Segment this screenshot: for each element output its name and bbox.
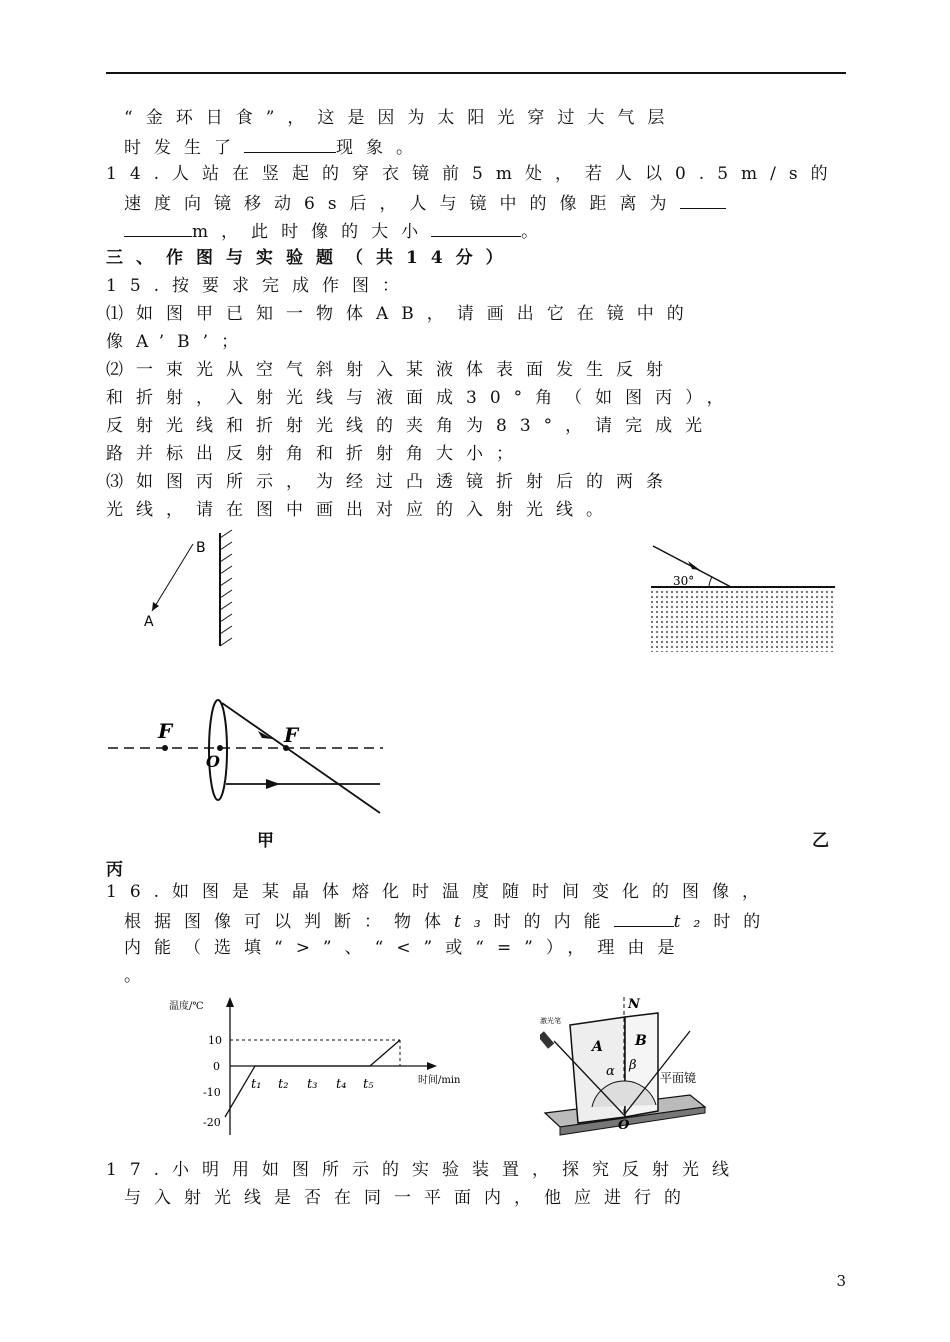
text-line: 光线，请在图中画出对应的入射光线。 <box>106 500 616 520</box>
question-14: 14.人站在竖起的穿衣镜前5m处，若人以0.5m/s的 <box>106 164 841 184</box>
section-heading: 三、作图与实验题（共14分） <box>106 248 516 268</box>
mirror-figure <box>130 528 250 653</box>
lens-figure <box>108 695 388 815</box>
optical-center <box>217 745 223 751</box>
text-line: 时发生了 现象。 <box>106 132 864 162</box>
answer-blank[interactable] <box>680 188 726 209</box>
text-line: 内能（选填“>”、“<”或“=”），理由是 <box>124 938 688 958</box>
label-f: F <box>284 723 299 747</box>
label-b: B <box>196 540 206 556</box>
text-line: ⑴如图甲已知一物体AB，请画出它在镜中的 <box>106 304 697 324</box>
focus-point <box>162 745 168 751</box>
text-line: 速度向镜移动6s后，人与镜中的像距离为 <box>106 188 864 218</box>
answer-blank[interactable] <box>244 132 336 153</box>
melting-graph <box>165 995 475 1140</box>
question-15: 15.按要求完成作图： <box>106 276 413 296</box>
text-line: 。 <box>124 966 154 986</box>
text-line: 反射光线和折射光线的夹角为83°，请完成光 <box>106 416 716 436</box>
label-a: A <box>144 614 154 630</box>
text-line: “金环日食”，这是因为太阳光穿过大气层 <box>124 108 678 128</box>
answer-blank[interactable] <box>431 216 521 237</box>
x-tick: t₂ <box>278 1077 289 1092</box>
x-axis-label: 时间/min <box>418 1075 461 1086</box>
x-tick: t₃ <box>307 1077 318 1092</box>
text-line: 像A’B’； <box>106 332 252 352</box>
y-tick: 0 <box>213 1060 220 1073</box>
x-tick: t₄ <box>336 1077 347 1092</box>
mirror-label: 平面镜 <box>660 1071 697 1085</box>
question-17: 17.小明用如图所示的实验装置，探究反射光线 <box>106 1160 743 1180</box>
text-line: m，此时像的大小 。 <box>106 216 864 246</box>
liquid-body <box>651 588 835 652</box>
liquid-figure <box>645 540 840 655</box>
question-16: 16.如图是某晶体熔化时温度随时间变化的图像， <box>106 882 773 902</box>
text-line: ⑵一束光从空气斜射入某液体表面发生反射 <box>106 360 676 380</box>
y-tick: -20 <box>203 1116 221 1129</box>
laser-label: 激光笔 <box>540 1017 561 1025</box>
y-tick: -10 <box>203 1086 221 1099</box>
label-o: O <box>618 1118 630 1133</box>
text-line: 根据图像可以判断：物体t₃时的内能 t₂时的 <box>106 906 864 936</box>
text-line: 和折射，入射光线与液面成30°角（如图丙）， <box>106 388 737 408</box>
label-beta: β <box>629 1058 637 1073</box>
label-alpha: α <box>606 1064 615 1079</box>
text-line: 与入射光线是否在同一平面内，他应进行的 <box>124 1188 694 1208</box>
answer-blank[interactable] <box>124 216 192 237</box>
label-o: O <box>206 752 220 771</box>
refracted-ray <box>222 703 380 813</box>
figure-label-jia: 甲 <box>257 831 274 851</box>
x-tick: t₁ <box>251 1077 262 1092</box>
x-tick: t₅ <box>363 1077 374 1092</box>
header-rule <box>106 72 846 74</box>
y-tick: 10 <box>208 1034 222 1047</box>
page-number: 3 <box>836 1272 846 1290</box>
figure-label-bing: 丙 <box>106 860 123 880</box>
text-line: ⑶如图丙所示，为经过凸透镜折射后的两条 <box>106 472 676 492</box>
figure-label-yi: 乙 <box>812 831 829 851</box>
answer-blank[interactable] <box>614 906 674 927</box>
y-axis-label: 温度/℃ <box>169 1001 204 1012</box>
label-b: B <box>635 1033 647 1049</box>
label-n: N <box>628 997 640 1012</box>
laser-pen <box>540 1031 554 1048</box>
label-f: F <box>158 719 173 743</box>
object-ab <box>152 544 193 611</box>
reflection-apparatus <box>540 995 710 1145</box>
label-a: A <box>592 1039 603 1055</box>
text-line: 路并标出反射角和折射角大小； <box>106 444 526 464</box>
angle-label: 30° <box>673 574 695 588</box>
